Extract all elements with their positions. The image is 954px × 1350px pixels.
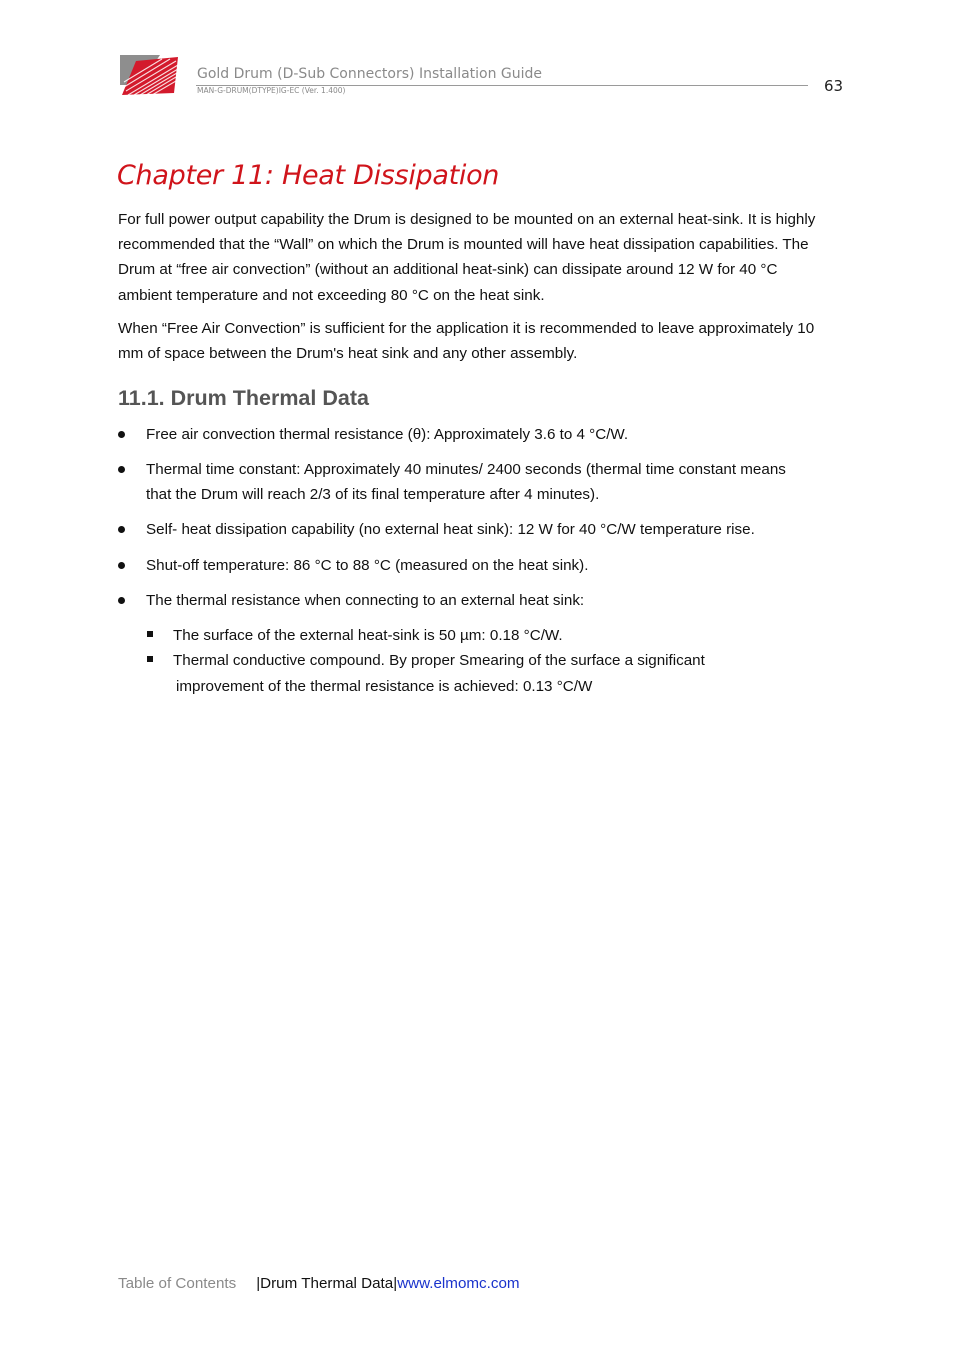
elmo-logo-icon: [118, 55, 180, 97]
body-paragraph: For full power output capability the Drum is designed to be mounted on an external heat-sink. It is highly recommended that the “Wall” on which the Drum is mounted will have heat dissipation capabilities. The Drum at “free air convection” (without an additional heat-sink) can dissipate around 12 W for 40 °C ambient temperature and not exceeding 80 °C on the heat sink.: [118, 211, 816, 304]
website-link[interactable]: www.elmomc.com: [397, 1275, 520, 1292]
page-footer: [118, 1275, 520, 1292]
bullet-icon: [118, 431, 125, 438]
page-number: 63: [824, 77, 844, 95]
bullet-icon: [118, 562, 125, 569]
table-of-contents-link[interactable]: Table of Contents: [118, 1275, 237, 1292]
sub-list-item-line: Thermal conductive compound. By proper Smearing of the surface a significant: [173, 652, 705, 669]
list-item: Thermal time constant: Approximately 40 minutes/ 2400 seconds (thermal time constant means that the Drum will reach 2/3 of its final temperature after 4 minutes).: [146, 461, 786, 504]
list-item: Self- heat dissipation capability (no external heat sink): 12 W for 40 °C/W temperature rise.: [146, 521, 755, 538]
chapter-title: Chapter 11: Heat Dissipation: [117, 160, 500, 191]
list-item: Shut-off temperature: 86 °C to 88 °C (measured on the heat sink).: [146, 557, 589, 574]
square-bullet-icon: [147, 656, 153, 662]
footer-section-label: Drum Thermal Data: [260, 1275, 394, 1292]
sub-list-item-line: improvement of the thermal resistance is achieved: 0.13 °C/W: [176, 677, 593, 695]
list-item: Free air convection thermal resistance (θ): Approximately 3.6 to 4 °C/W.: [146, 426, 629, 443]
sub-list-item: [173, 648, 813, 700]
bullet-icon: [118, 526, 125, 533]
header-document-id: MAN-G-DRUM(DTYPE)IG-EC (Ver. 1.400): [197, 86, 346, 95]
sub-list-item-line: The surface of the external heat-sink is 50 µm: 0.18 °C/W.: [173, 627, 563, 644]
section-title: 11.1. Drum Thermal Data: [118, 386, 369, 410]
bullet-icon: [118, 466, 125, 473]
bullet-icon: [118, 597, 125, 604]
square-bullet-icon: [147, 631, 153, 637]
sub-list-item: [173, 623, 813, 649]
body-paragraph: When “Free Air Convection” is sufficient for the application it is recommended to leave approximately 10 mm of space between the Drum's heat sink and any other assembly.: [118, 320, 815, 363]
footer-separator: |: [256, 1275, 261, 1292]
footer-separator: |: [393, 1275, 398, 1292]
list-item: The thermal resistance when connecting to an external heat sink:: [146, 592, 585, 609]
header-document-title: Gold Drum (D-Sub Connectors) Installation Guide: [197, 66, 543, 82]
